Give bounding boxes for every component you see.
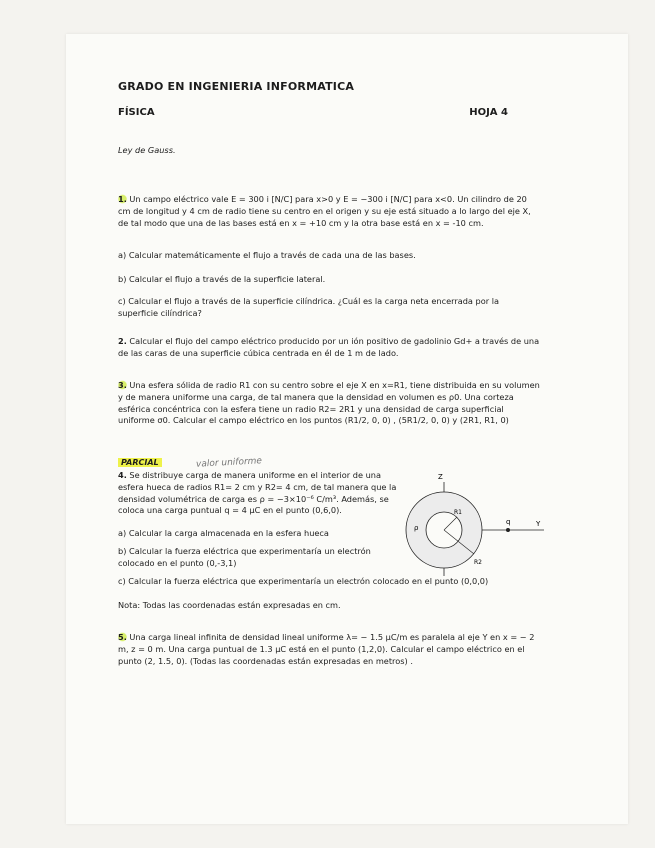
problem-5-text: Una carga lineal infinita de densidad lineal uniforme λ= − 1.5 μC/m es paralela al eje Y en x = − 2 m, z = 0 m. Una carga puntual de 1.3 μC está en el punto (1,2,0). Calcular el campo eléctrico en el punto (2, 1.5, 0). (Todas las coordenadas están expresadas en metros) . — [118, 632, 535, 666]
subject-label: FÍSICA — [118, 107, 155, 118]
problem-5-number: 5. — [118, 632, 127, 642]
sheet-number: HOJA 4 — [469, 107, 508, 118]
r2-label: R2 — [474, 559, 482, 566]
problem-1-part-b: b) Calcular el flujo a través de la superficie lateral. — [118, 274, 326, 284]
problem-2-text: Calcular el flujo del campo eléctrico producido por un ión positivo de gadolinio Gd+ a través de una de las caras de una superficie cúbica centrada en él de 1 m de lado. — [118, 336, 540, 358]
y-label: Y — [536, 520, 541, 528]
hollow-sphere-diagram — [404, 470, 550, 590]
problem-3 — [118, 380, 540, 427]
problem-4-part-c: c) Calcular la fuerza eléctrica que experimentaría un electrón colocado en el punto (0,0,0) — [118, 576, 489, 586]
q-label: q — [506, 518, 511, 526]
z-label: Z — [438, 473, 443, 481]
problem-4-part-a: a) Calcular la carga almacenada en la esfera hueca — [118, 528, 329, 538]
problem-4-part-b: b) Calcular la fuerza eléctrica que experimentaría un electrón colocado en el punto (0,-3,1) — [118, 546, 371, 568]
page-title: GRADO EN INGENIERIA INFORMATICA — [118, 80, 355, 93]
problem-4-text: Se distribuye carga de manera uniforme en el interior de una esfera hueca de radios R1= 2 cm y R2= 4 cm, de tal manera que la densidad volumétrica de carga es ρ = −3×10⁻⁶ C/m³. Además, se coloca una carga puntual q = 4 μC en el punto (0,6,0). — [118, 470, 397, 516]
problem-1-statement — [118, 194, 540, 229]
problem-1-part-a: a) Calcular matemáticamente el flujo a través de cada una de las bases. — [118, 250, 416, 260]
parcial-tag: PARCIAL — [118, 458, 162, 467]
handwritten-annotation: valor uniforme — [195, 456, 263, 470]
problem-1-number: 1. — [118, 194, 127, 204]
topic-label: Ley de Gauss. — [118, 145, 176, 155]
problem-1 — [118, 194, 540, 229]
problem-4-note: Nota: Todas las coordenadas están expresadas en cm. — [118, 600, 341, 610]
exercise-sheet — [66, 34, 628, 824]
problem-2 — [118, 336, 540, 360]
problem-4-number: 4. — [118, 470, 127, 480]
problem-4 — [118, 470, 400, 517]
problem-3-number: 3. — [118, 380, 127, 390]
problem-5 — [118, 632, 540, 667]
problem-1-part-c: c) Calcular el flujo a través de la superficie cilíndrica. ¿Cuál es la carga neta encerrada por la superficie cilíndrica? — [118, 296, 500, 318]
problem-1-text: Un campo eléctrico vale E = 300 i [N/C] para x>0 y E = −300 i [N/C] para x<0. Un cilindro de 20 cm de longitud y 4 cm de radio tiene su centro en el origen y su eje está situado a lo largo del eje X, de tal modo que una de las bases está en x = +10 cm y la otra base está en x = -10 cm. — [118, 194, 531, 228]
r1-label: R1 — [454, 509, 462, 516]
problem-3-text: Una esfera sólida de radio R1 con su centro sobre el eje X en x=R1, tiene distribuida en su volumen y de manera uniforme una carga, de tal manera que la densidad en volumen es ρ0. Una corteza esférica concéntrica con la esfera tiene un radio R2= 2R1 y una densidad de carga superficial uniforme σ0. Calcular el campo eléctrico en los puntos (R1/2, 0, 0) , (5R1/2, 0, 0) y (2R1, R1, 0) — [118, 380, 540, 426]
rho-label: ρ — [414, 524, 419, 532]
point-charge — [506, 528, 510, 532]
problem-2-number: 2. — [118, 336, 127, 346]
